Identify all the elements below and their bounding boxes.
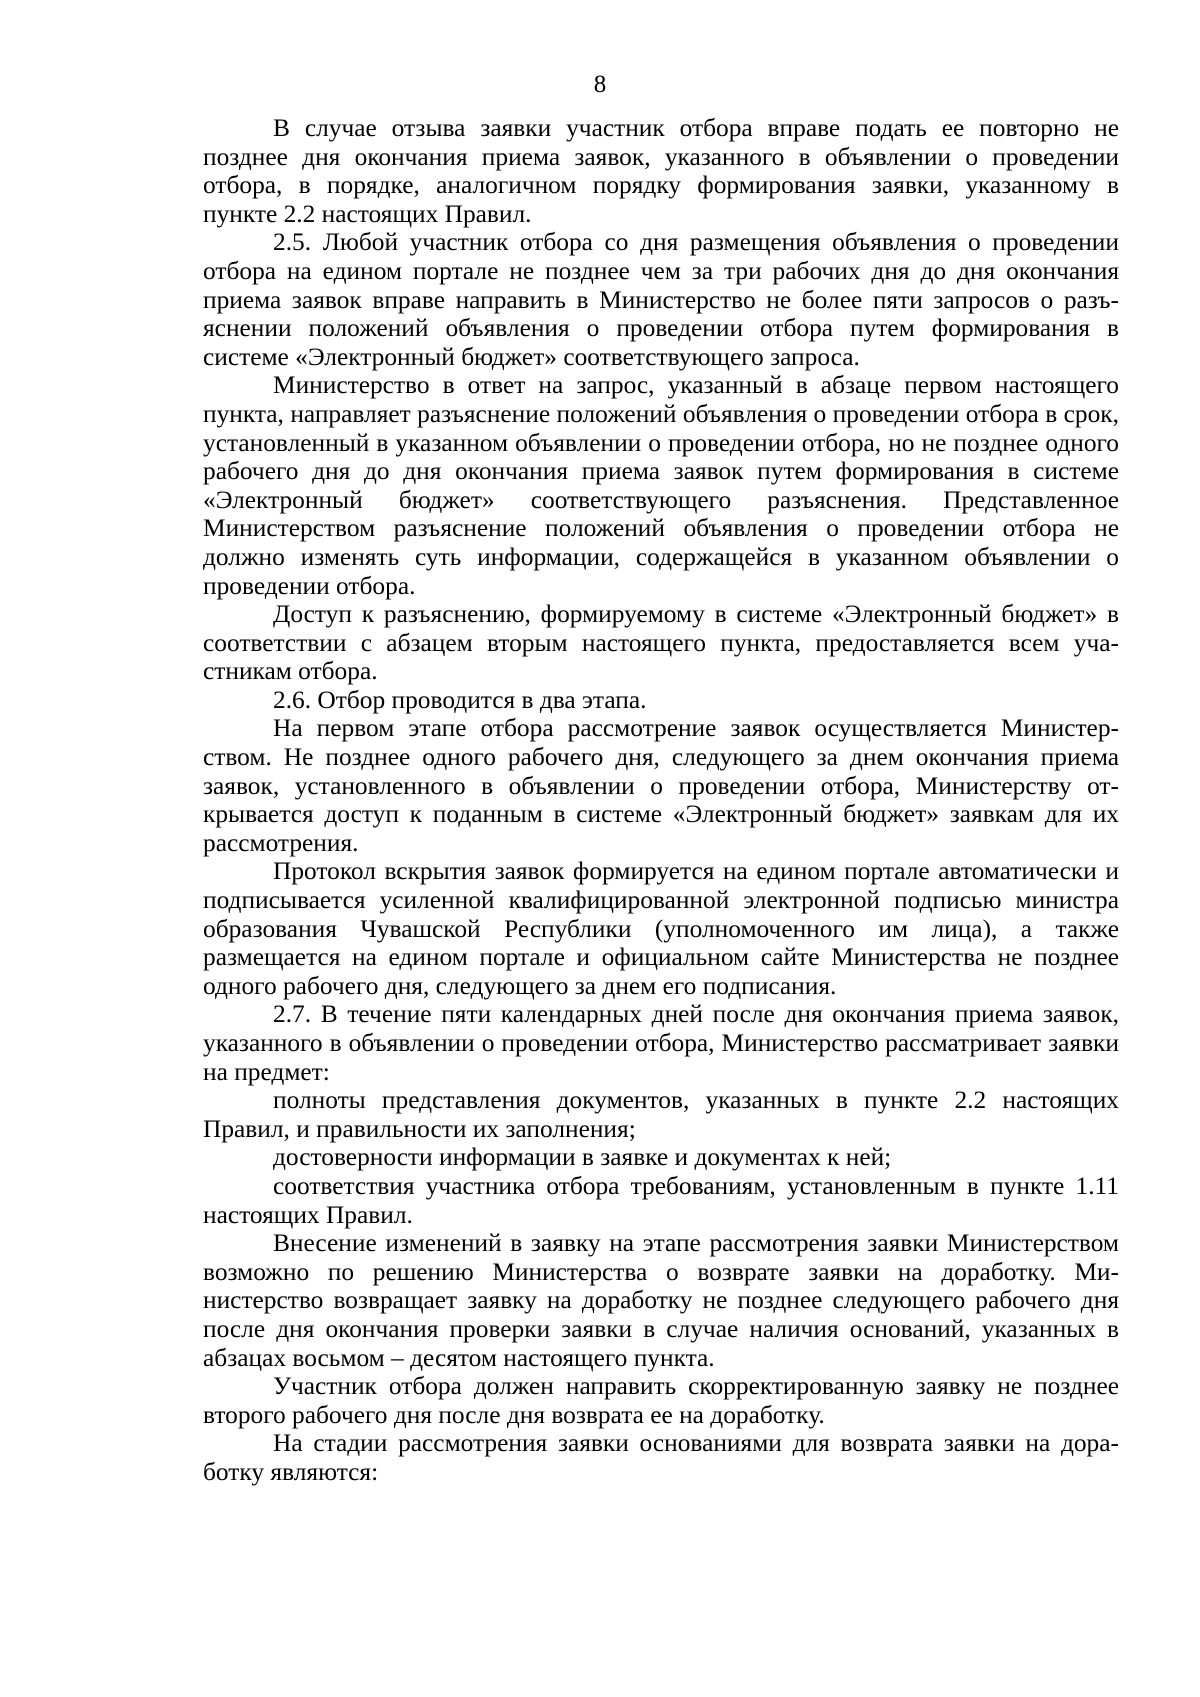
paragraph-2-6: 2.6. Отбор проводится в два этапа. — [273, 685, 647, 714]
paragraph-compliance: соответствия участника отбора требованиям, установленным в пункте 1.11 настоящих Правил. — [203, 1171, 1119, 1229]
page-number: 8 — [593, 71, 607, 98]
paragraph-return-grounds: На стадии рассмотрения заявки основаниями для возврата заявки на доработку являются: — [203, 1429, 1119, 1486]
paragraph-opening-protocol: Протокол вскрытия заявок формируется на едином портале автоматически и подписывается усиленной квалифицированной электронной подписью министра образования Чувашской Республики (уполномоченного им лица), а также размещается на едином портале и официальном сайте Министерства не позднее одного рабочего дня, следующего за днем его подписания. — [203, 857, 1119, 1000]
paragraph-changes: Внесение изменений в заявку на этапе рассмотрения заявки Министерством возможно по решению Министерства о возврате заявки на доработку. Министерство возвращает заявку на доработку не позднее следующего рабочего дня после дня окончания проверки заявки в случае наличия оснований, указанных в абзацах восьмом – десятом настоящего пункта. — [203, 1229, 1119, 1372]
paragraph-first-stage: На первом этапе отбора рассмотрение заявок осуществляется Министерством. Не позднее одного рабочего дня, следующего за днем окончания приема заявок, установленного в объявлении о проведении отбора, Министерству открывается доступ к поданным в системе «Электронный бюджет» заявкам для их рассмотрения. — [203, 714, 1119, 857]
paragraph-completeness: полноты представления документов, указанных в пункте 2.2 настоящих Правил, и правильности их заполнения; — [203, 1086, 1119, 1143]
paragraph-corrected-application: Участник отбора должен направить скорректированную заявку не позднее второго рабочего дня после дня возврата ее на доработку. — [203, 1372, 1119, 1429]
paragraph-withdrawal: В случае отзыва заявки участник отбора вправе подать ее повторно не позднее дня окончания приема заявок, указанного в объявлении о проведении отбора, в порядке, аналогичном порядку формирования заявки, указанному в пункте 2.2 настоящих Правил. — [203, 114, 1119, 228]
paragraph-2-5: 2.5. Любой участник отбора со дня размещения объявления о проведении отбора на едином портале не позднее чем за три рабочих дня до дня окончания приема заявок вправе направить в Министерство не более пяти запросов о разъяснении положений объявления о проведении отбора путем формирования в системе «Электронный бюджет» соответствующего запроса. — [203, 228, 1119, 371]
paragraph-reliability: достоверности информации в заявке и документах к ней; — [273, 1143, 892, 1172]
document-body — [203, 114, 1119, 1487]
paragraph-2-7: 2.7. В течение пяти календарных дней после дня окончания приема заявок, указанного в объявлении о проведении отбора, Министерство рассматривает заявки на предмет: — [203, 1000, 1119, 1086]
paragraph-ministry-response: Министерство в ответ на запрос, указанный в абзаце первом настоящего пункта, направляет разъяснение положений объявления о проведении отбора в срок, установленный в указанном объявлении о проведении отбора, но не позднее одного рабочего дня до дня окончания приема заявок путем формирования в системе «Электронный бюджет» соответствующего разъяснения. Представленное Министерством разъяснение положений объявления о проведении отбора не должно изменять суть информации, содержащейся в указанном объявлении о проведении отбора. — [203, 371, 1119, 600]
paragraph-access-clarification: Доступ к разъяснению, формируемому в системе «Электронный бюджет» в соответствии с абзацем вторым настоящего пункта, предоставляется всем участникам отбора. — [203, 600, 1119, 686]
